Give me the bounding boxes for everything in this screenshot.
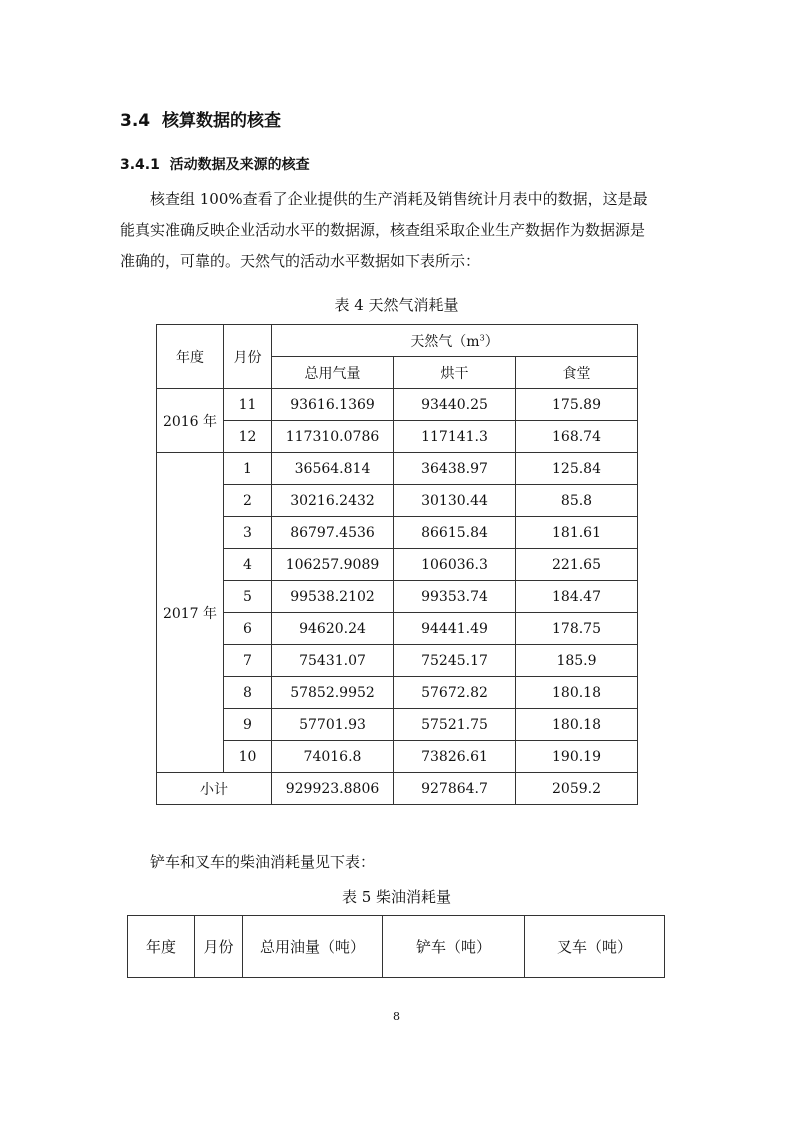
section-heading: 3.4 核算数据的核查 [120,111,281,131]
subtotal-total: 929923.8806 [272,773,394,805]
diesel-table [127,915,665,978]
paragraph-diesel: 铲车和叉车的柴油消耗量见下表： [150,853,376,871]
table-header-row [128,916,665,978]
canteen-cell: 185.9 [516,645,638,677]
header-canteen: 食堂 [516,357,638,389]
total-cell: 75431.07 [272,645,394,677]
table-row [157,645,638,677]
month-cell: 2 [224,485,272,517]
header-natural-gas: 天然气$(m^3)$ [272,325,638,357]
subsection-heading: 3.4.1 活动数据及来源的核查 [120,157,310,173]
header-year: 年度 [157,325,224,389]
total-cell: 94620.24 [272,613,394,645]
canteen-cell: 184.47 [516,581,638,613]
table-row [157,741,638,773]
month-cell: 9 [224,709,272,741]
table4-caption: 表 4 天然气消耗量 [334,296,459,314]
dry-cell: 75245.17 [394,645,516,677]
total-cell: 99538.2102 [272,581,394,613]
dry-cell: 86615.84 [394,517,516,549]
header-dry: 烘干 [394,357,516,389]
header-total-oil: 总用油量（吨） [243,916,383,978]
table-row [157,581,638,613]
page-number: 8 [393,1010,400,1023]
canteen-cell: 180.18 [516,677,638,709]
header-forklift: 叉车（吨） [525,916,665,978]
canteen-cell: 221.65 [516,549,638,581]
dry-cell: 57521.75 [394,709,516,741]
total-cell: 57852.9952 [272,677,394,709]
dry-cell: 57672.82 [394,677,516,709]
dry-cell: 99353.74 [394,581,516,613]
canteen-cell: 178.75 [516,613,638,645]
table-row [157,613,638,645]
natural-gas-table [156,324,638,805]
canteen-cell: 125.84 [516,453,638,485]
month-cell: 7 [224,645,272,677]
table-row [157,517,638,549]
table-row [157,709,638,741]
table-row [157,549,638,581]
month-cell: 5 [224,581,272,613]
canteen-cell: 190.19 [516,741,638,773]
dry-cell: 106036.3 [394,549,516,581]
dry-cell: 94441.49 [394,613,516,645]
header-month: 月份 [195,916,243,978]
total-cell: 117310.0786 [272,421,394,453]
total-cell: 36564.814 [272,453,394,485]
paragraph-line: 准确的，可靠的。天然气的活动水平数据如下表所示： [120,252,481,270]
total-cell: 74016.8 [272,741,394,773]
dry-cell: 93440.25 [394,389,516,421]
dry-cell: 117141.3 [394,421,516,453]
subtotal-dry: 927864.7 [394,773,516,805]
canteen-cell: 168.74 [516,421,638,453]
table-row [157,485,638,517]
month-cell: 4 [224,549,272,581]
table-header-row [157,325,638,357]
month-cell: 12 [224,421,272,453]
table-row [157,389,638,421]
header-total: 总用气量 [272,357,394,389]
month-cell: 6 [224,613,272,645]
month-cell: 11 [224,389,272,421]
total-cell: 30216.2432 [272,485,394,517]
subtotal-row [157,773,638,805]
table5-caption: 表 5 柴油消耗量 [341,888,452,906]
month-cell: 10 [224,741,272,773]
year-cell: 2017 年 [157,453,224,773]
canteen-cell: 85.8 [516,485,638,517]
canteen-cell: 180.18 [516,709,638,741]
header-year: 年度 [128,916,195,978]
month-cell: 3 [224,517,272,549]
subtotal-label: 小计 [157,773,272,805]
canteen-cell: 181.61 [516,517,638,549]
total-cell: 86797.4536 [272,517,394,549]
subtotal-canteen: 2059.2 [516,773,638,805]
paragraph-line: 能真实准确反映企业活动水平的数据源，核查组采取企业生产数据作为数据源是 [120,221,646,239]
dry-cell: 73826.61 [394,741,516,773]
dry-cell: 36438.97 [394,453,516,485]
table-row [157,453,638,485]
month-cell: 8 [224,677,272,709]
year-cell: 2016 年 [157,389,224,453]
table-row [157,677,638,709]
header-month: 月份 [224,325,272,389]
total-cell: 57701.93 [272,709,394,741]
header-loader: 铲车（吨） [383,916,525,978]
canteen-cell: 175.89 [516,389,638,421]
dry-cell: 30130.44 [394,485,516,517]
paragraph-line: 核查组 100%查看了企业提供的生产消耗及销售统计月表中的数据，这是最 [150,190,648,208]
month-cell: 1 [224,453,272,485]
table-row [157,421,638,453]
total-cell: 93616.1369 [272,389,394,421]
paragraph-activity-data [120,184,680,277]
total-cell: 106257.9089 [272,549,394,581]
